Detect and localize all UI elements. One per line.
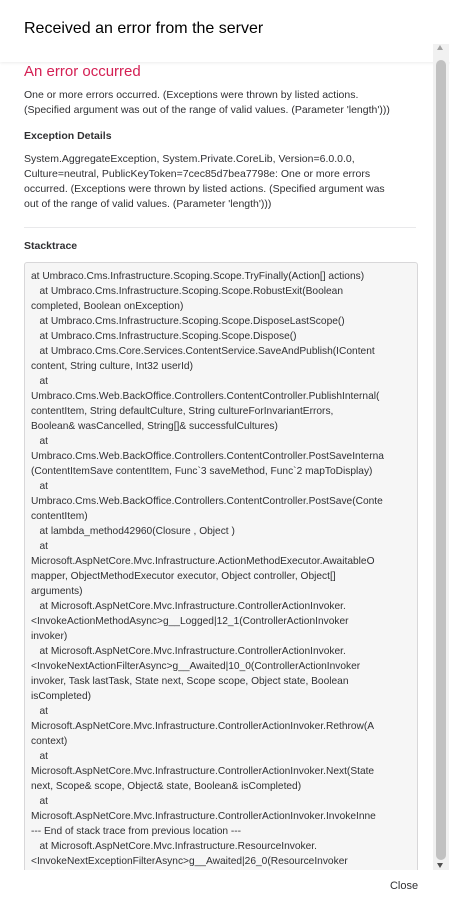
stacktrace-line: completed, Boolean onException) (31, 301, 184, 312)
stacktrace-line: Microsoft.AspNetCore.Mvc.Infrastructure.ControllerActionInvoker.Rethrow(A (31, 721, 375, 732)
exception-line: System.AggregateException, System.Private.CoreLib, Version=6.0.0.0, (24, 153, 355, 165)
dialog-title: Received an error from the server (24, 20, 264, 37)
close-button[interactable]: Close (380, 876, 428, 896)
exception-line: out of the range of valid values. (Parameter 'length'))) (24, 198, 272, 210)
stacktrace-line: --- End of stack trace from previous location --- (31, 826, 242, 837)
exception-details-text (24, 152, 416, 212)
stacktrace-line: at Umbraco.Cms.Infrastructure.Scoping.Scope.RobustExit(Boolean (31, 286, 343, 297)
stacktrace-line: Boolean& wasCancelled, String[]& successfulCultures) (31, 421, 278, 432)
stacktrace-text (31, 269, 418, 869)
dialog-content[interactable] (0, 44, 432, 870)
stacktrace-line: at Umbraco.Cms.Infrastructure.Scoping.Scope.Dispose() (31, 331, 297, 342)
exception-line: Culture=neutral, PublicKeyToken=7cec85d7bea7798e: One or more errors (24, 168, 371, 180)
stacktrace-line: <InvokeNextExceptionFilterAsync>g__Awaited|26_0(ResourceInvoker (31, 856, 348, 867)
stacktrace-line: arguments) (31, 586, 83, 597)
scroll-down-arrow-icon[interactable] (437, 863, 443, 868)
stacktrace-line: at Umbraco.Cms.Core.Services.ContentService.SaveAndPublish(IContent (31, 346, 375, 357)
error-message-line: One or more errors occurred. (Exceptions were thrown by listed actions. (24, 89, 359, 101)
stacktrace-label: Stacktrace (24, 240, 78, 252)
error-headline: An error occurred (24, 63, 141, 80)
stacktrace-line: at Umbraco.Cms.Infrastructure.Scoping.Scope.DisposeLastScope() (31, 316, 345, 327)
stacktrace-line: at (31, 436, 48, 447)
stacktrace-line: invoker) (31, 631, 68, 642)
stacktrace-line: isCompleted) (31, 691, 92, 702)
exception-line: occurred. (Exceptions were thrown by listed actions. (Specified argument was (24, 183, 385, 195)
error-message-line: (Specified argument was out of the range of valid values. (Parameter 'length'))) (24, 104, 390, 116)
scrollbar-thumb[interactable] (436, 60, 446, 860)
stacktrace-line: <InvokeNextActionFilterAsync>g__Awaited|10_0(ControllerActionInvoker (31, 661, 361, 672)
stacktrace-line: at lambda_method42960(Closure , Object ) (31, 526, 235, 537)
stacktrace-line: at Microsoft.AspNetCore.Mvc.Infrastructure.ControllerActionInvoker. (31, 601, 346, 612)
stacktrace-line: (ContentItemSave contentItem, Func`3 saveMethod, Func`2 mapToDisplay) (31, 466, 373, 477)
section-divider (24, 227, 416, 228)
stacktrace-line: invoker, Task lastTask, State next, Scope scope, Object state, Boolean (31, 676, 349, 687)
stacktrace-box[interactable] (24, 262, 418, 870)
stacktrace-line: Umbraco.Cms.Web.BackOffice.Controllers.ContentController.PostSaveInterna (31, 451, 384, 462)
stacktrace-line: at Microsoft.AspNetCore.Mvc.Infrastructure.ControllerActionInvoker. (31, 646, 346, 657)
stacktrace-line: at (31, 376, 48, 387)
stacktrace-line: Microsoft.AspNetCore.Mvc.Infrastructure.ControllerActionInvoker.InvokeInne (31, 811, 376, 822)
stacktrace-line: Umbraco.Cms.Web.BackOffice.Controllers.ContentController.PublishInternal( (31, 391, 380, 402)
stacktrace-line: content, String culture, Int32 userId) (31, 361, 193, 372)
vertical-scrollbar[interactable] (433, 44, 449, 870)
stacktrace-line: Microsoft.AspNetCore.Mvc.Infrastructure.ActionMethodExecutor.AwaitableO (31, 556, 375, 567)
stacktrace-line: at (31, 796, 48, 807)
stacktrace-line: mapper, ObjectMethodExecutor executor, Object controller, Object[] (31, 571, 336, 582)
stacktrace-line: contentItem, String defaultCulture, String cultureForInvariantErrors, (31, 406, 334, 417)
stacktrace-line: at (31, 751, 48, 762)
stacktrace-line: at (31, 706, 48, 717)
stacktrace-line: contentItem) (31, 511, 88, 522)
stacktrace-line: at (31, 481, 48, 492)
stacktrace-line: at Umbraco.Cms.Infrastructure.Scoping.Scope.TryFinally(Action[] actions) (31, 271, 365, 282)
stacktrace-line: <InvokeActionMethodAsync>g__Logged|12_1(ControllerActionInvoker (31, 616, 349, 627)
stacktrace-line: Microsoft.AspNetCore.Mvc.Infrastructure.ControllerActionInvoker.Next(State (31, 766, 375, 777)
error-message (24, 88, 416, 118)
exception-details-label: Exception Details (24, 130, 112, 142)
stacktrace-line: at Microsoft.AspNetCore.Mvc.Infrastructure.ResourceInvoker. (31, 841, 317, 852)
dialog-footer (0, 870, 450, 911)
stacktrace-line: next, Scope& scope, Object& state, Boolean& isCompleted) (31, 781, 302, 792)
stacktrace-line: at (31, 541, 48, 552)
stacktrace-line: context) (31, 736, 68, 747)
stacktrace-line: Umbraco.Cms.Web.BackOffice.Controllers.ContentController.PostSave(Conte (31, 496, 383, 507)
scroll-up-arrow-icon[interactable] (437, 45, 443, 50)
